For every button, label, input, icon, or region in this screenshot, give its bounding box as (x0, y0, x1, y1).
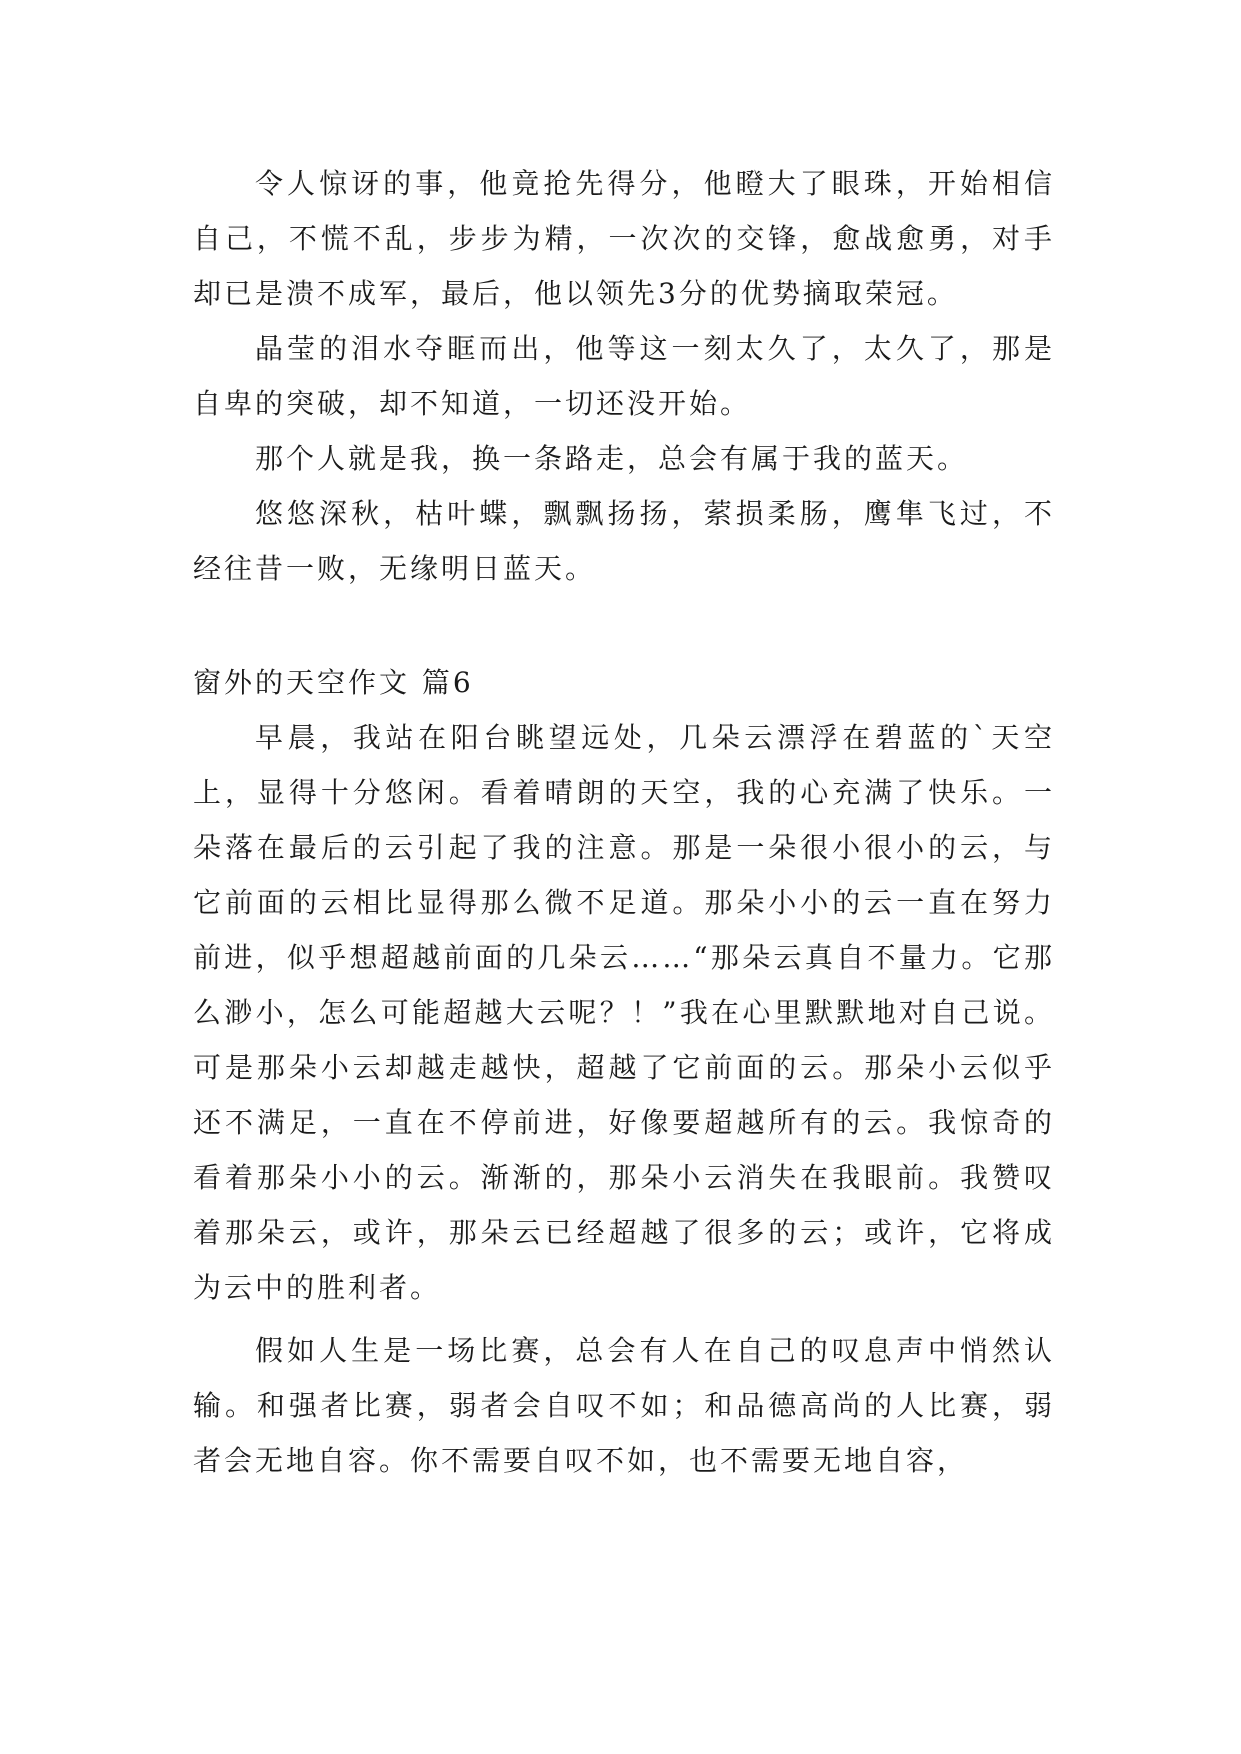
document-body (193, 156, 1055, 1488)
paragraph-life-race: 假如人生是一场比赛，总会有人在自己的叹息声中悄然认输。和强者比赛，弱者会自叹不如；和品德高尚的人比赛，弱者会无地自容。你不需要自叹不如，也不需要无地自容， (193, 1334, 1055, 1477)
paragraph-victory: 令人惊讶的事，他竟抢先得分，他瞪大了眼珠，开始相信自己，不慌不乱，步步为精，一次次的交锋，愈战愈勇，对手却已是溃不成军，最后，他以领先3分的优势摘取荣冠。 (193, 167, 1055, 310)
paragraph-that-person: 那个人就是我，换一条路走，总会有属于我的蓝天。 (255, 442, 969, 475)
essay-title: 窗外的天空作文 篇6 (193, 666, 474, 699)
paragraph-tears: 晶莹的泪水夺眶而出，他等这一刻太久了，太久了，那是自卑的突破，却不知道，一切还没开始。 (193, 332, 1055, 420)
paragraph-autumn: 悠悠深秋，枯叶蝶，飘飘扬扬，萦损柔肠，鹰隼飞过，不经往昔一败，无缘明日蓝天。 (193, 497, 1055, 585)
paragraph-morning-clouds: 早晨，我站在阳台眺望远处，几朵云漂浮在碧蓝的`天空上，显得十分悠闲。看着晴朗的天空，我的心充满了快乐。一朵落在最后的云引起了我的注意。那是一朵很小很小的云，与它前面的云相比显得那么微不足道。那朵小小的云一直在努力前进，似乎想超越前面的几朵云……“那朵云真自不量力。它那么渺小，怎么可能超越大云呢？！”我在心里默默地对自己说。可是那朵小云却越走越快，超越了它前面的云。那朵小云似乎还不满足，一直在不停前进，好像要超越所有的云。我惊奇的看着那朵小小的云。渐渐的，那朵小云消失在我眼前。我赞叹着那朵云，或许，那朵云已经超越了很多的云；或许，它将成为云中的胜利者。 (193, 721, 1055, 1304)
